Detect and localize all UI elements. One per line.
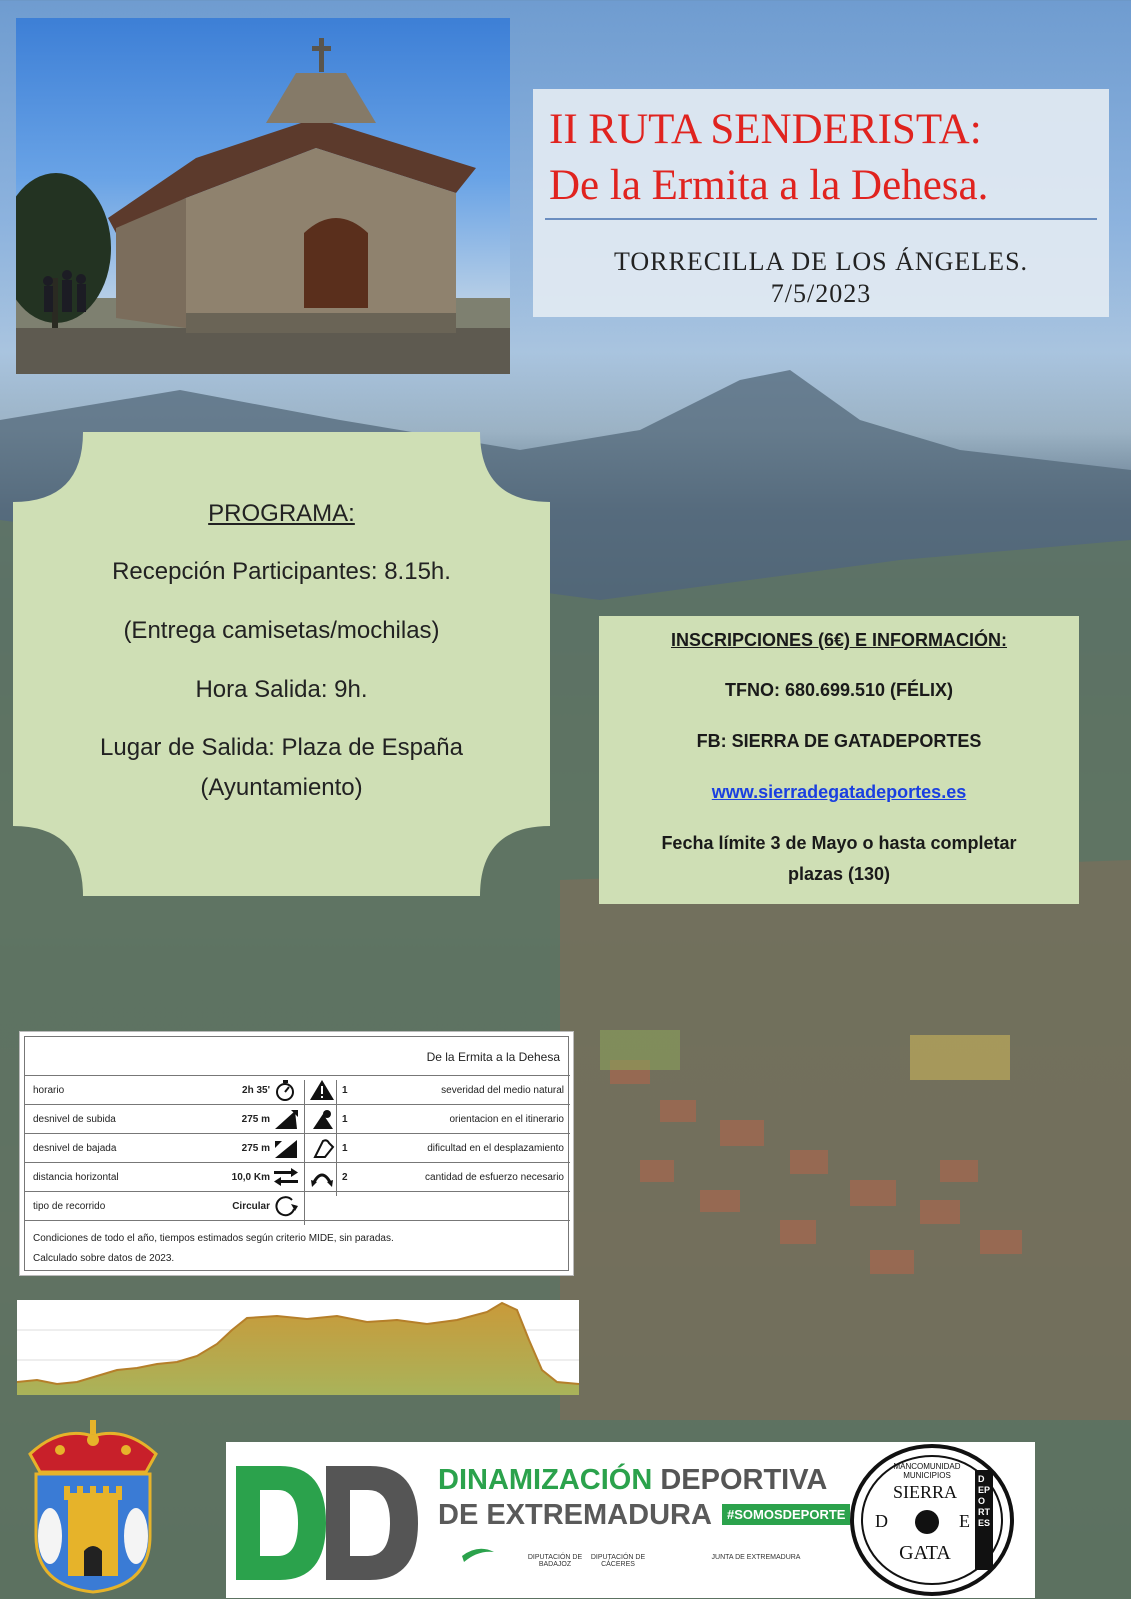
mide-row [25, 1133, 570, 1162]
event-title: II RUTA SENDERISTA: [549, 106, 982, 153]
dd-brand-line2: DE EXTREMADURA [438, 1499, 712, 1531]
hermitage-photo [16, 18, 510, 374]
circular-route-icon [273, 1195, 299, 1217]
boot-icon [309, 1137, 335, 1159]
event-date: 7/5/2023 [770, 279, 872, 308]
programa-line: (Entrega camisetas/mochilas) [123, 617, 440, 644]
seal-gata: GATA [899, 1542, 951, 1564]
registration-phone: TFNO: 680.699.510 (FÉLIX) [724, 680, 954, 700]
event-subtitle: De la Ermita a la Dehesa. [549, 162, 989, 209]
sierra-de-gata-seal [847, 1442, 1017, 1598]
mide-note: Calculado sobre datos de 2023. [33, 1253, 175, 1264]
descent-icon [273, 1137, 299, 1159]
mide-label: horario [33, 1085, 65, 1096]
mide-card [19, 1031, 574, 1276]
warning-icon [309, 1079, 335, 1101]
mide-label: distancia horizontal [33, 1172, 119, 1183]
orientation-icon [309, 1108, 335, 1130]
swoosh-icon [460, 1542, 496, 1564]
municipal-shield-logo [20, 1416, 166, 1594]
sponsor-junta: JUNTA DE EXTREMADURA [711, 1554, 801, 1561]
programa-line: Recepción Participantes: 8.15h. [112, 558, 451, 585]
mide-score: 2 [342, 1172, 348, 1183]
ascent-icon [273, 1108, 299, 1130]
seal-e: E [959, 1511, 970, 1531]
title-panel [533, 89, 1109, 317]
title-divider [545, 218, 1097, 220]
mide-desc: cantidad de esfuerzo necesario [425, 1172, 564, 1183]
mide-row [25, 1162, 570, 1191]
seal-top-text: MANCOMUNIDAD MUNICIPIOS [893, 1462, 961, 1480]
programa-line: (Ayuntamiento) [200, 774, 363, 801]
mide-value: 10,0 Km [231, 1172, 270, 1183]
programa-panel [13, 432, 550, 896]
hashtag-badge: #SOMOSDEPORTE [722, 1504, 850, 1525]
dd-logo [230, 1460, 424, 1586]
mide-notes [25, 1220, 570, 1272]
mide-score: 1 [342, 1114, 348, 1125]
mide-value: Circular [232, 1201, 270, 1212]
sponsor-footer [226, 1442, 1035, 1598]
registration-panel [599, 616, 1079, 904]
seal-side-text: DEPORTES [978, 1474, 991, 1528]
programa-line: Lugar de Salida: Plaza de España [100, 734, 463, 761]
stopwatch-icon [273, 1079, 299, 1101]
mide-row [25, 1104, 570, 1133]
elevation-profile [17, 1300, 579, 1395]
mide-label: tipo de recorrido [33, 1201, 106, 1212]
mide-value: 275 m [241, 1143, 270, 1154]
mide-desc: dificultad en el desplazamiento [427, 1143, 564, 1154]
seal-de: D [875, 1511, 888, 1531]
registration-heading: INSCRIPCIONES (6€) E INFORMACIÓN: [670, 630, 1008, 650]
event-place: TORRECILLA DE LOS ÁNGELES. [613, 247, 1029, 276]
programa-line: Hora Salida: 9h. [195, 676, 368, 703]
programa-heading: PROGRAMA: [208, 500, 355, 527]
sponsor-caceres: DIPUTACIÓN DE CÁCERES [590, 1554, 646, 1568]
mide-note: Condiciones de todo el año, tiempos estimados según criterio MIDE, sin paradas. [33, 1233, 394, 1244]
mide-table [24, 1036, 569, 1271]
mide-desc: severidad del medio natural [441, 1085, 564, 1096]
mide-divider [336, 1080, 337, 1196]
mide-row [25, 1075, 570, 1104]
registration-facebook: FB: SIERRA DE GATADEPORTES [696, 731, 982, 751]
mide-value: 2h 35' [242, 1085, 270, 1096]
mide-score: 1 [342, 1143, 348, 1154]
mide-label: desnivel de subida [33, 1114, 116, 1125]
mide-row [25, 1191, 570, 1220]
dd-brand-line1: DINAMIZACIÓN DEPORTIVA [438, 1464, 828, 1496]
mide-desc: orientacion en el itinerario [449, 1114, 564, 1125]
mide-divider [304, 1080, 305, 1225]
effort-icon [309, 1166, 335, 1188]
registration-deadline: Fecha límite 3 de Mayo o hasta completar [661, 833, 1017, 853]
mide-value: 275 m [241, 1114, 270, 1125]
registration-deadline-cont: plazas (130) [787, 864, 891, 884]
sponsor-badajoz: DIPUTACIÓN DE BADAJOZ [527, 1554, 583, 1568]
seal-sierra: SIERRA [892, 1482, 957, 1502]
distance-icon [273, 1166, 299, 1188]
mide-label: desnivel de bajada [33, 1143, 117, 1154]
website-link[interactable]: www.sierradegatadeportes.es [711, 782, 967, 802]
mide-score: 1 [342, 1085, 348, 1096]
mide-title: De la Ermita a la Dehesa [426, 1050, 560, 1064]
